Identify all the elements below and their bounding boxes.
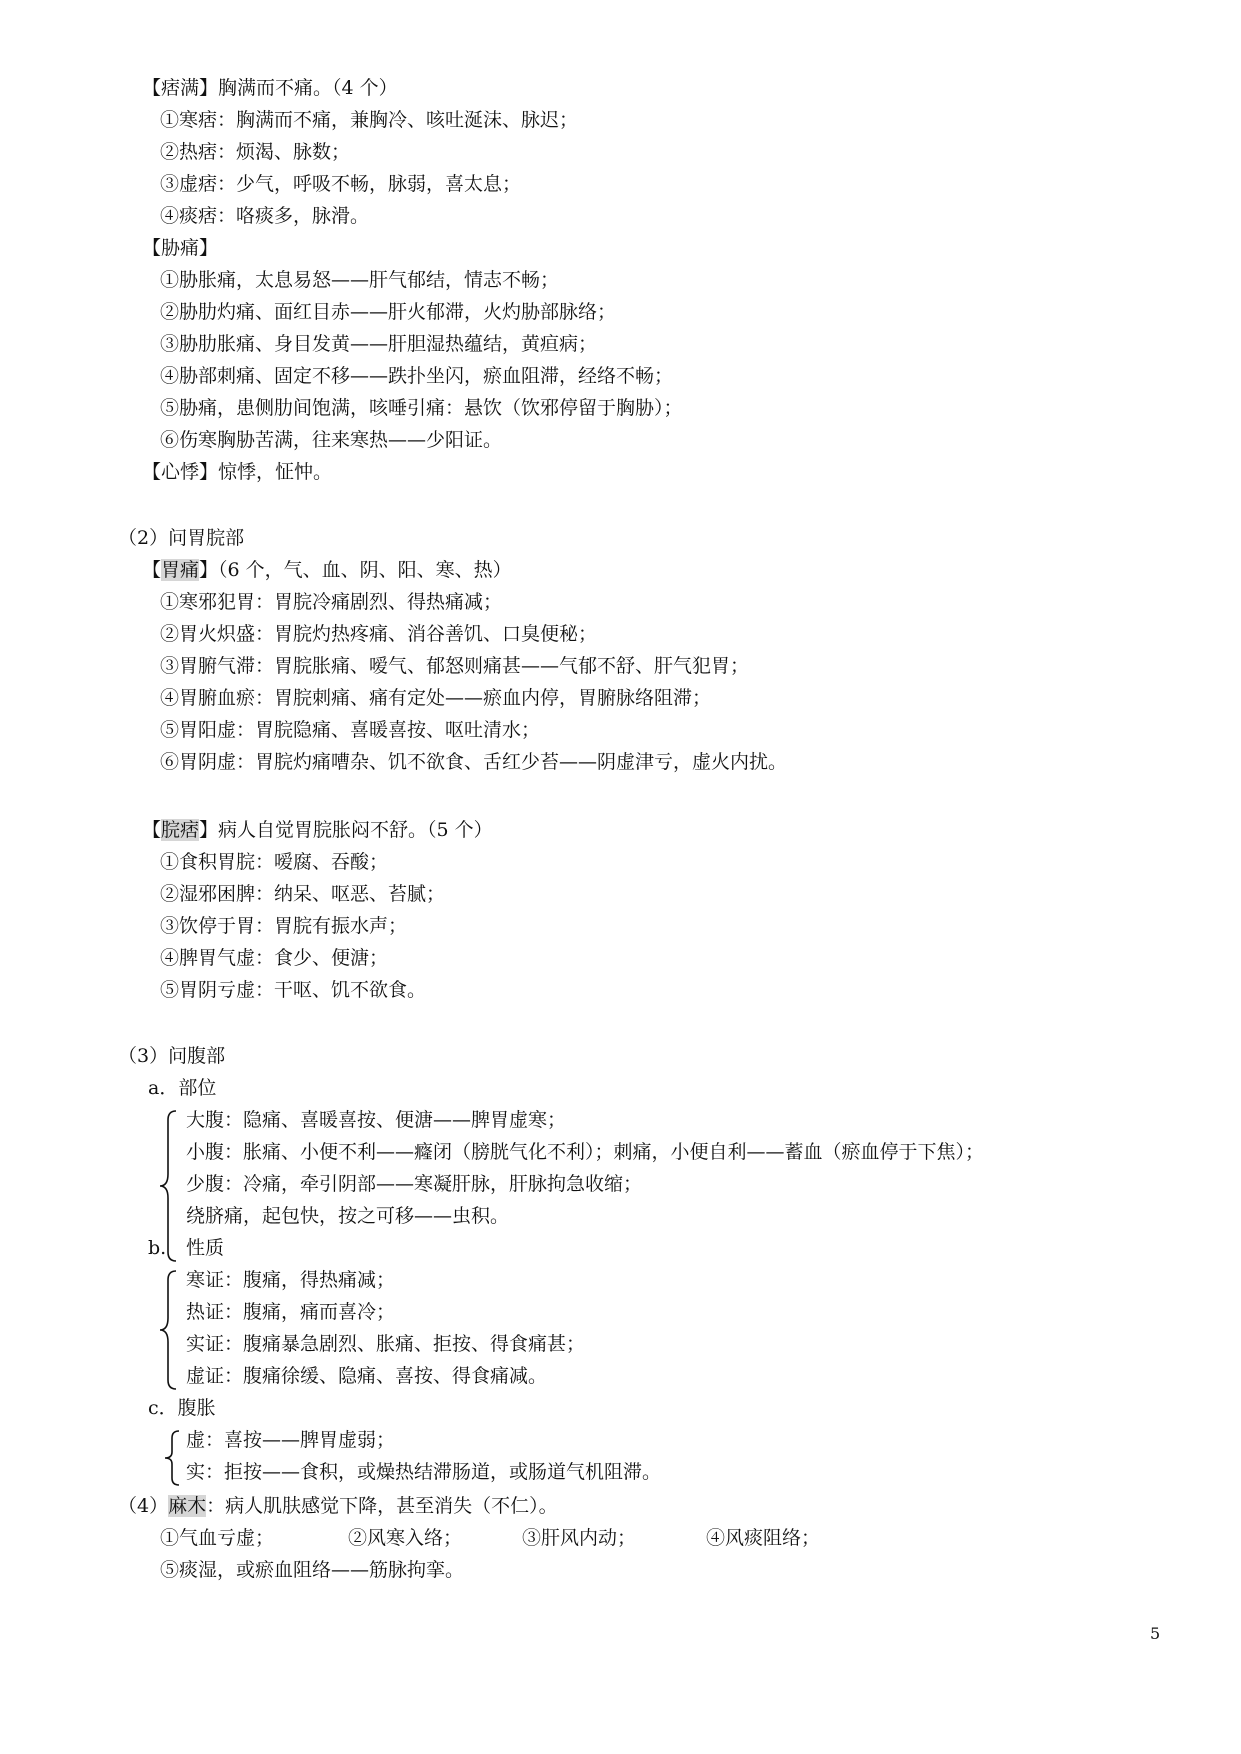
list-item: ①胁胀痛，太息易怒——肝气郁结，情志不畅； — [160, 269, 560, 291]
bracket-close: 】 — [199, 819, 219, 841]
left-brace-icon — [162, 1428, 182, 1488]
list-item: ②风寒入络； — [348, 1527, 463, 1549]
list-item: ③胁肋胀痛、身目发黄——肝胆湿热蕴结，黄疸病； — [160, 333, 598, 355]
section-heading: （2）问胃脘部 — [118, 527, 245, 549]
bracket-open: 【 — [142, 559, 162, 581]
subsection-title: 性质 — [186, 1237, 225, 1259]
list-item: 热证：腹痛，痛而喜冷； — [186, 1301, 396, 1323]
list-item: 大腹：隐痛、喜暖喜按、便溏——脾胃虚寒； — [186, 1109, 567, 1131]
list-item: ⑥胃阴虚：胃脘灼痛嘈杂、饥不欲食、舌红少苔——阴虚津亏，虚火内扰。 — [160, 751, 788, 773]
mamu-heading — [118, 1494, 558, 1518]
list-item: 绕脐痛，起包快，按之可移——虫积。 — [186, 1205, 510, 1227]
list-item: ②胁肋灼痛、面红目赤——肝火郁滞，火灼胁部脉络； — [160, 301, 617, 323]
list-item: 少腹：冷痛，牵引阴部——寒凝肝脉，肝脉拘急收缩； — [186, 1173, 643, 1195]
list-item: ③饮停于胃：胃脘有振水声； — [160, 915, 408, 937]
list-item: ⑤胃阴亏虚：干呕、饥不欲食。 — [160, 979, 427, 1001]
list-item: 虚：喜按——脾胃虚弱； — [186, 1429, 396, 1451]
list-item: ①气血亏虚； — [160, 1527, 275, 1549]
list-item: ④胃腑血瘀：胃脘刺痛、痛有定处——瘀血内停，胃腑脉络阻滞； — [160, 687, 712, 709]
list-item: ①寒痞：胸满而不痛，兼胸冷、咳吐涎沫、脉迟； — [160, 109, 579, 131]
subsection-label: c．腹胀 — [148, 1397, 216, 1419]
list-item: 虚证：腹痛徐缓、隐痛、喜按、得食痛减。 — [186, 1365, 548, 1387]
list-item: ④胁部刺痛、固定不移——跌扑坐闪，瘀血阻滞，经络不畅； — [160, 365, 674, 387]
term-label: 【痞满】 — [142, 77, 219, 99]
list-item: ④痰痞：咯痰多，脉滑。 — [160, 205, 370, 227]
pizhen-heading — [142, 76, 398, 100]
list-item: ①寒邪犯胃：胃脘冷痛剧烈、得热痛减； — [160, 591, 503, 613]
bracket-close: 】 — [199, 559, 219, 581]
term-label: 【心悸】 — [142, 461, 219, 483]
term-definition: 惊悸，怔忡。 — [218, 461, 333, 483]
list-item: 实：拒按——食积，或燥热结滞肠道，或肠道气机阻滞。 — [186, 1461, 662, 1483]
highlighted-term: 麻木 — [168, 1495, 207, 1517]
page-number: 5 — [1150, 1624, 1161, 1643]
list-item: ⑤胃阳虚：胃脘隐痛、喜暖喜按、呕吐清水； — [160, 719, 541, 741]
subsection-label: a．部位 — [148, 1077, 217, 1099]
list-item: ④脾胃气虚：食少、便溏； — [160, 947, 389, 969]
term-definition: （6 个，气、血、阴、阳、寒、热） — [218, 559, 512, 581]
term-definition: 胸满而不痛。（4 个） — [218, 77, 398, 99]
term-definition: ：病人肌肤感觉下降，甚至消失（不仁）。 — [206, 1495, 558, 1517]
xietong-heading: 【胁痛】 — [142, 237, 219, 259]
list-item: ④风痰阻络； — [706, 1527, 821, 1549]
list-item: ⑥伤寒胸胁苦满，往来寒热——少阳证。 — [160, 429, 503, 451]
list-item: ③胃腑气滞：胃脘胀痛、嗳气、郁怒则痛甚——气郁不舒、肝气犯胃； — [160, 655, 750, 677]
section-number: （4） — [118, 1495, 169, 1517]
bracket-open: 【 — [142, 819, 162, 841]
list-item: ①食积胃脘：嗳腐、吞酸； — [160, 851, 389, 873]
highlighted-term: 脘痞 — [161, 819, 200, 841]
xinji-heading — [142, 460, 332, 484]
list-item: ③肝风内动； — [522, 1527, 637, 1549]
weitong-heading — [142, 558, 512, 582]
list-item: 实证：腹痛暴急剧烈、胀痛、拒按、得食痛甚； — [186, 1333, 586, 1355]
term-definition: 病人自觉胃脘胀闷不舒。（5 个） — [218, 819, 493, 841]
list-item: ②湿邪困脾：纳呆、呕恶、苔腻； — [160, 883, 446, 905]
list-item: ②热痞：烦渴、脉数； — [160, 141, 351, 163]
section-heading: （3）问腹部 — [118, 1045, 226, 1067]
list-item: 小腹：胀痛、小便不利——癃闭（膀胱气化不利）；刺痛，小便自利——蓄血（瘀血停于下焦）； — [186, 1141, 985, 1163]
list-item: ⑤痰湿，或瘀血阻络——筋脉拘挛。 — [160, 1559, 465, 1581]
list-item: 寒证：腹痛，得热痛减； — [186, 1269, 396, 1291]
highlighted-term: 胃痛 — [161, 559, 200, 581]
left-brace-icon — [158, 1268, 180, 1392]
subsection-label: b. — [148, 1237, 167, 1259]
list-item: ②胃火炽盛：胃脘灼热疼痛、消谷善饥、口臭便秘； — [160, 623, 598, 645]
list-item: ⑤胁痛，患侧肋间饱满，咳唾引痛：悬饮（饮邪停留于胸胁）； — [160, 397, 683, 419]
wanpi-heading — [142, 818, 493, 842]
list-item: ③虚痞：少气，呼吸不畅，脉弱，喜太息； — [160, 173, 522, 195]
